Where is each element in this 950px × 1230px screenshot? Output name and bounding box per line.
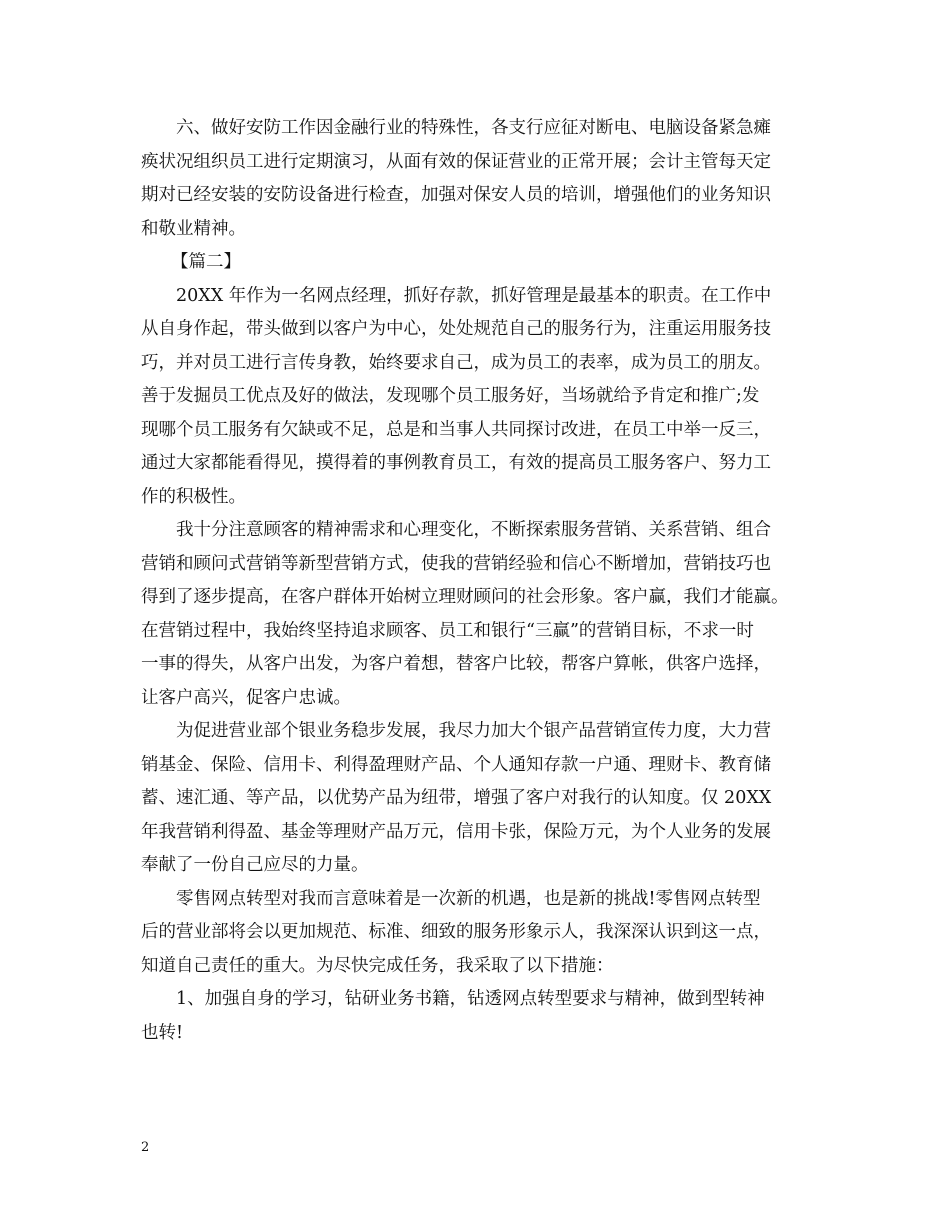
text-line: 得到了逐步提高，在客户群体开始树立理财顾问的社会形象。客户赢，我们才能赢。 (141, 587, 789, 607)
text-line: 在营销过程中，我始终坚持追求顾客、员工和银行“三赢”的营销目标，不求一时 (141, 620, 754, 641)
text-line: 营销和顾问式营销等新型营销方式，使我的营销经验和信心不断增加，营销技巧也 (141, 553, 771, 574)
text-line: 年我营销利得盈、基金等理财产品万元，信用卡张，保险万元，为个人业务的发展 (141, 821, 771, 842)
text-line: 后的营业部将会以更加规范、标准、细致的服务形象示人，我深深认识到这一点， (141, 922, 771, 942)
text-line: 期对已经安装的安防设备进行检查，加强对保安人员的培训，增强他们的业务知识 (141, 185, 771, 205)
text-line: 知道自己责任的重大。为尽快完成任务，我采取了以下措施： (141, 955, 614, 976)
text-line: 蓄、速汇通、等产品，以优势产品为纽带，增强了客户对我行的认知度。仅 20XX (141, 788, 772, 808)
text-line: 也转! (141, 1022, 184, 1043)
text-line: 善于发掘员工优点及好的做法，发现哪个员工服务好，当场就给予肯定和推广;发 (141, 386, 760, 406)
text-line: 和敬业精神。 (141, 218, 246, 239)
text-line: 巧，并对员工进行言传身教，始终要求自己，成为员工的表率，成为员工的朋友。 (141, 352, 771, 373)
text-line: 销基金、保险、信用卡、利得盈理财产品、个人通知存款一户通、理财卡、教育储 (141, 754, 771, 775)
text-line: 零售网点转型对我而言意味着是一次新的机遇，也是新的挑战!零售网点转型 (176, 888, 761, 909)
text-line: 作的积极性。 (141, 486, 246, 507)
text-line: 奉献了一份自己应尽的力量。 (141, 855, 369, 875)
text-line: 一事的得失，从客户出发，为客户着想，替客户比较，帮客户算帐，供客户选择， (141, 654, 771, 674)
text-line: 从自身作起，带头做到以客户为中心，处处规范自己的服务行为，注重运用服务技 (141, 319, 771, 339)
text-line: 让客户高兴，促客户忠诚。 (141, 687, 351, 708)
text-line: 为促进营业部个银业务稳步发展，我尽力加大个银产品营销宣传力度，大力营 (176, 721, 771, 741)
page-number: 2 (141, 1140, 150, 1155)
text-line: 现哪个员工服务有欠缺或不足，总是和当事人共同探讨改进，在员工中举一反三， (141, 419, 771, 440)
section-heading: 【篇二】 (171, 252, 241, 272)
text-line: 我十分注意顾客的精神需求和心理变化，不断探索服务营销、关系营销、组合 (176, 520, 771, 540)
text-line: 痪状况组织员工进行定期演习，从面有效的保证营业的正常开展；会计主管每天定 (141, 151, 771, 172)
document-body (141, 112, 813, 1050)
text-line: 1、加强自身的学习，钻研业务书籍，钻透网点转型要求与精神，做到型转神 (176, 989, 765, 1009)
text-line: 六、做好安防工作因金融行业的特殊性，各支行应征对断电、电脑设备紧急瘫 (176, 118, 771, 138)
text-line: 通过大家都能看得见，摸得着的事例教育员工，有效的提高员工服务客户、努力工 (141, 453, 771, 473)
text-line: 20XX 年作为一名网点经理，抓好存款，抓好管理是最基本的职责。在工作中 (176, 285, 772, 306)
